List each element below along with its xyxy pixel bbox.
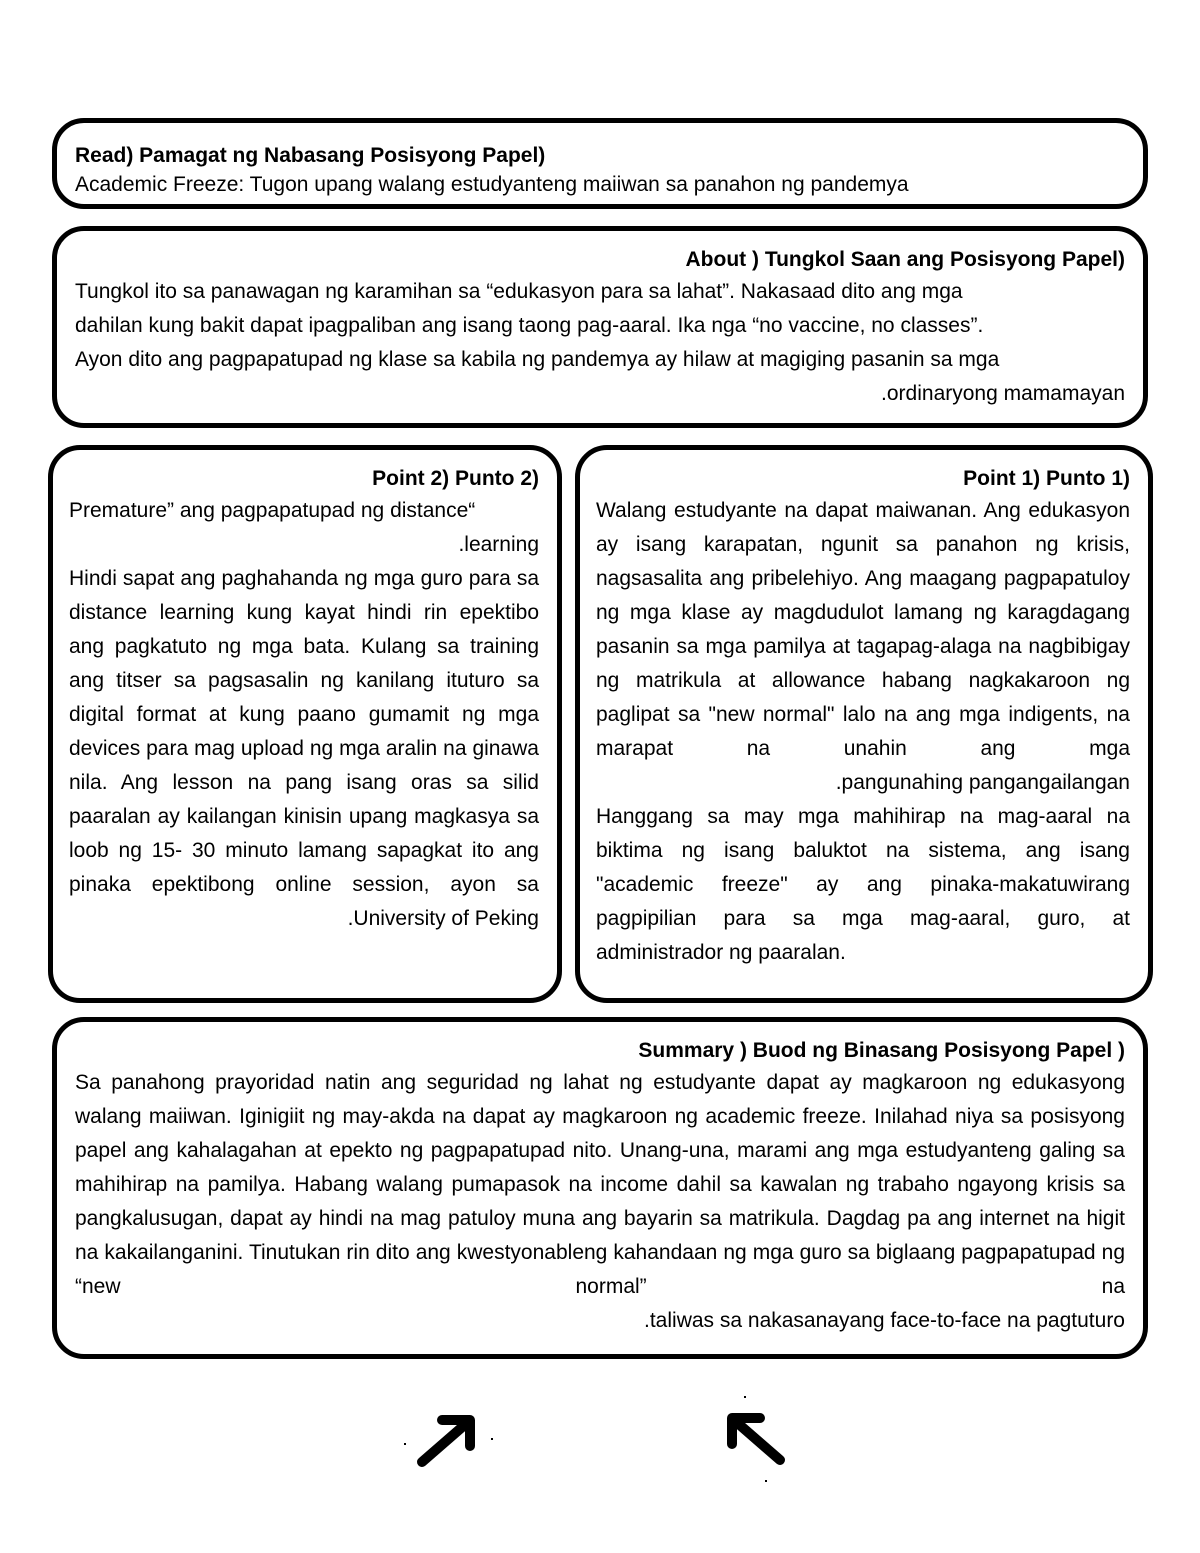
point1-paragraph-end: .pangunahing pangangailangan (835, 771, 1130, 794)
point1-section (575, 445, 1153, 1003)
speck (491, 1438, 493, 1440)
point1-paragraph: Walang estudyante na dapat maiwanan. Ang edukasyon ay isang karapatan, ngunit sa panahon ng krisis, nagsasalita ang pribelehiyo. Ang maagang pagpapatuloy ng mga klase ay magdudulot lamang ng karagdagang pasanin sa mga pamilya at tagapag-alaga na nagbibigay ng matrikula at allowance habang nagkakaroon ng paglipat sa "new normal" lalo na ang mga indigents, na marapat na unahin ang mga (596, 499, 1130, 760)
summary-paragraph: Sa panahong prayoridad natin ang seguridad ng lahat ng estudyante dapat ay magkaroon ng edukasyong walang maiiwan. Iginigiit ng may-akda na dapat ay magkaroon ng academic freeze. Inilahad niya sa posisyong papel ang kahalagahan at epekto ng pagpapatupad nito. Unang-una, marami ang mga estudyanteng galing sa mahihirap na pamilya. Habang walang pumapasok na income dahil sa kawalan ng trabaho ngayong krisis sa pangkalusugan, dapat ay hindi na mag patuloy muna ang bayarin sa matrikula. Dagdag pa ang internet na higit na kakailanganini. Tinutukan rin dito ang kwestyonableng kahandaan ng mga guro sa biglaang pagpapatupad ng “new normal” na (75, 1071, 1125, 1298)
arrow-up-left-icon (722, 1406, 792, 1468)
arrow-up-right-icon (412, 1408, 482, 1470)
speck (404, 1443, 406, 1445)
summary-heading: Summary ) Buod ng Binasang Posisyong Papel ) (638, 1039, 1125, 1062)
point2-last-line: .University of Peking (347, 907, 539, 930)
about-line: .ordinaryong mamamayan (881, 382, 1125, 405)
summary-section (52, 1017, 1148, 1359)
point1-text (596, 494, 1130, 970)
about-heading: About ) Tungkol Saan ang Posisyong Papel) (685, 248, 1125, 271)
speck (765, 1480, 767, 1482)
summary-last-line: .taliwas sa nakasanayang face-to-face na pagtuturo (644, 1309, 1125, 1332)
about-line: dahilan kung bakit dapat ipagpaliban ang isang taong pag-aaral. Ika nga “no vaccine, no classes”. (75, 314, 984, 337)
paper-title: Academic Freeze: Tugon upang walang estudyanteng maiiwan sa panahon ng pandemya (75, 173, 909, 196)
point2-text (69, 494, 539, 936)
read-section (52, 118, 1148, 209)
point2-lead-line: .learning (458, 533, 539, 556)
about-line: Tungkol ito sa panawagan ng karamihan sa “edukasyon para sa lahat”. Nakasaad dito ang mga (75, 280, 963, 303)
point2-heading: Point 2) Punto 2) (372, 467, 539, 490)
read-heading: Read) Pamagat ng Nabasang Posisyong Papel) (75, 144, 546, 167)
summary-text (75, 1066, 1125, 1338)
speck (744, 1396, 746, 1398)
point1-heading: Point 1) Punto 1) (963, 467, 1130, 490)
about-section (52, 226, 1148, 428)
point2-section (48, 445, 562, 1003)
about-text (75, 275, 1125, 411)
point2-lead-line: Premature” ang pagpapatupad ng distance“ (69, 499, 476, 522)
point2-paragraph: Hindi sapat ang paghahanda ng mga guro para sa distance learning kung kayat hindi rin epektibo ang pagkatuto ng mga bata. Kulang sa training ang titser sa pagsasalin ng kanilang ituturo sa digital format at kung paano gumamit ng mga devices para mag upload ng mga aralin na ginawa nila. Ang lesson na pang isang oras sa silid paaralan ay kailangan kinisin upang magkasya sa loob ng 15- 30 minuto lamang sapagkat ito ang pinaka epektibong online session, ayon sa (69, 567, 539, 896)
point1-paragraph: Hanggang sa may mga mahihirap na mag-aaral na biktima ng isang baluktot na sistema, ang isang "academic freeze" ay ang pinaka-makatuwirang pagpipilian para sa mga mag-aaral, guro, at administrador ng paaralan. (596, 805, 1130, 964)
about-line: Ayon dito ang pagpapatupad ng klase sa kabila ng pandemya ay hilaw at magiging pasanin sa mga (75, 348, 1000, 371)
